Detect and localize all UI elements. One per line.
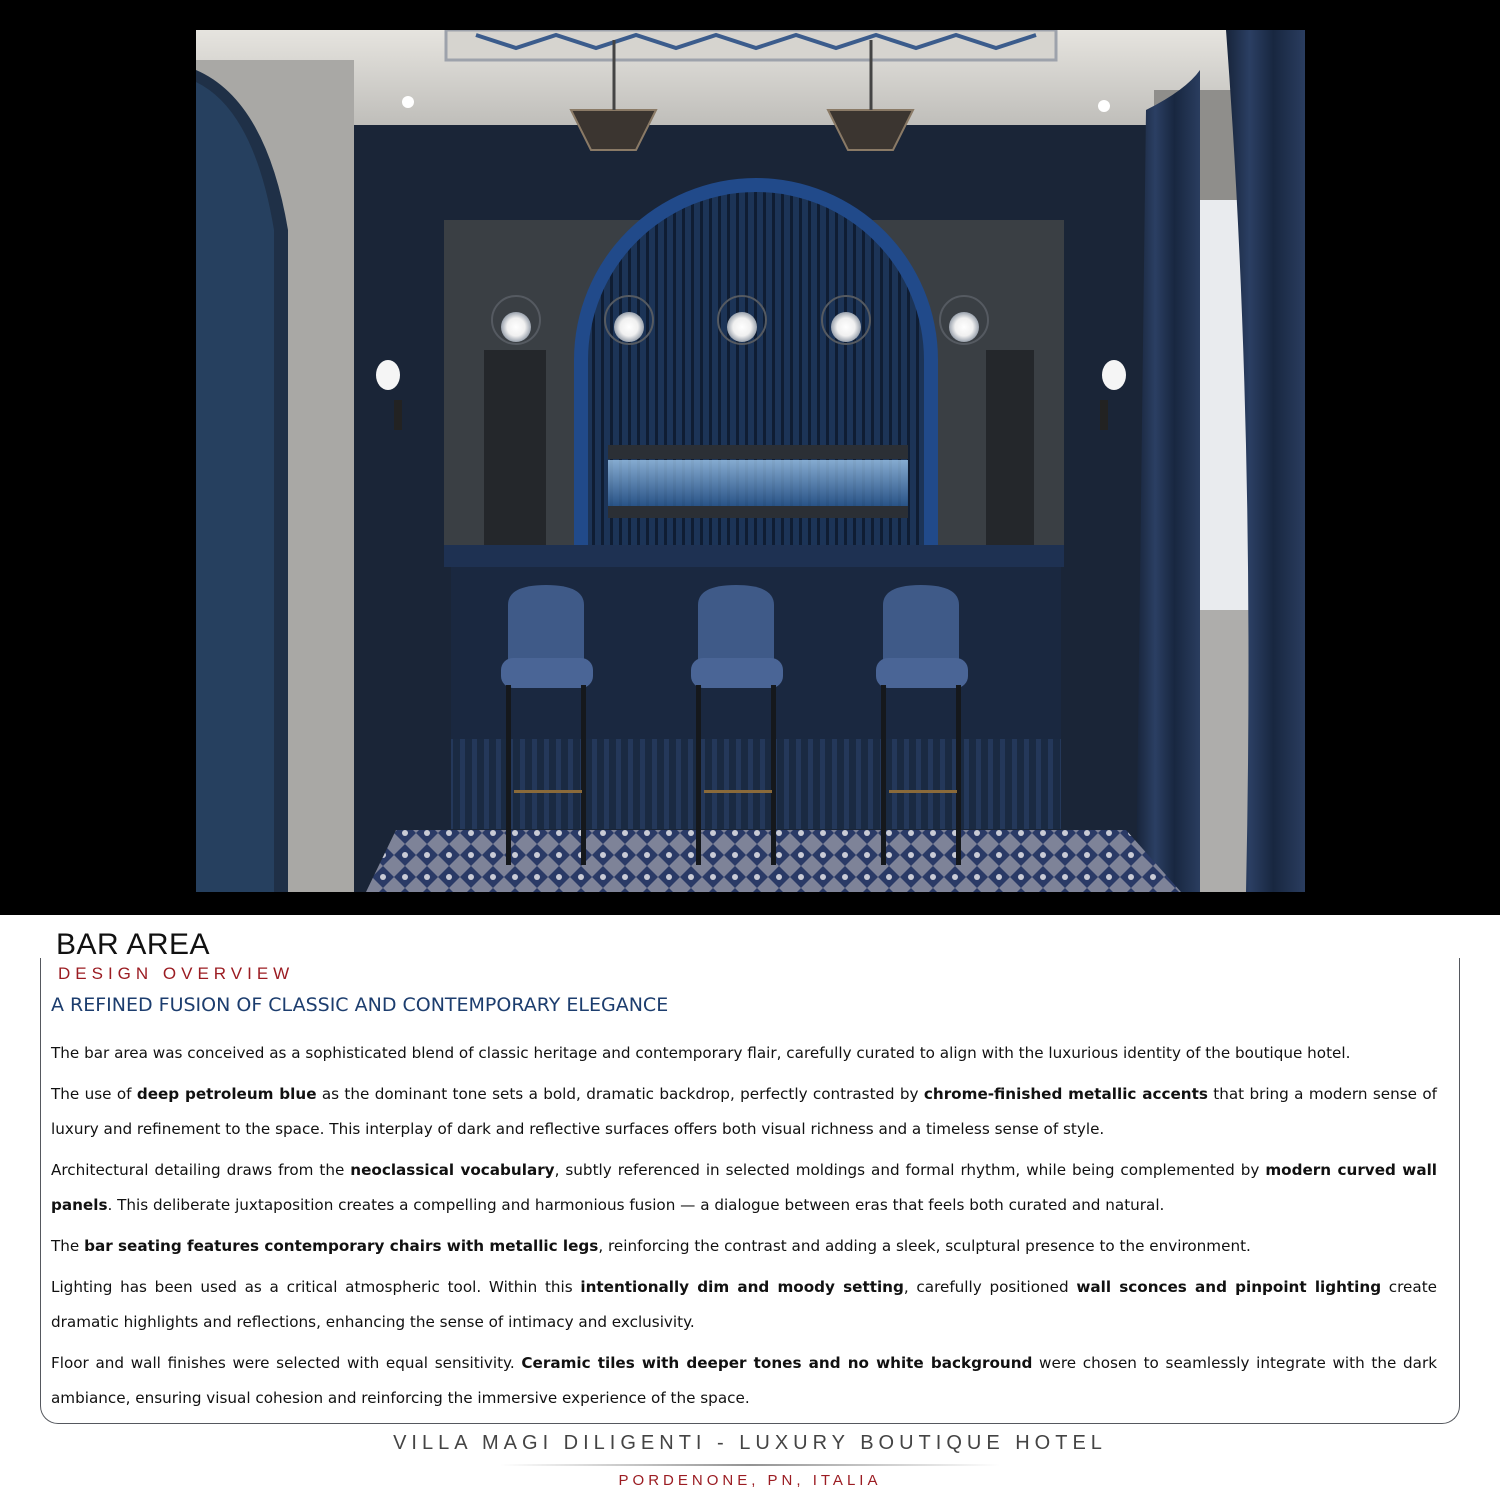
footer-location: PORDENONE, PN, ITALIA <box>618 1472 882 1489</box>
paragraph-1 <box>51 1036 1437 1071</box>
emphasis-text: intentionally dim and moody setting <box>580 1278 904 1296</box>
section-headline: A REFINED FUSION OF CLASSIC AND CONTEMPORARY ELEGANCE <box>51 994 669 1016</box>
emphasis-text: neoclassical vocabulary <box>350 1161 555 1179</box>
emphasis-text: chrome-finished metallic accents <box>923 1085 1208 1103</box>
body-text: Lighting has been used as a critical atmospheric tool. Within this <box>51 1278 581 1296</box>
emphasis-text: Ceramic tiles with deeper tones and no white background <box>521 1354 1033 1372</box>
overview-body <box>51 1036 1437 1422</box>
paragraph-5 <box>51 1270 1437 1340</box>
body-text: The bar area was conceived as a sophisticated blend of classic heritage and contemporary flair, carefully curated to align with the luxurious identity of the boutique hotel. <box>51 1044 1351 1062</box>
section-title: BAR AREA <box>56 928 211 961</box>
body-text: create dramatic highlights and reflections, enhancing the sense of intimacy and exclusivity. <box>51 1278 1437 1331</box>
paragraph-3 <box>51 1153 1437 1223</box>
footer-divider <box>500 1464 1000 1466</box>
section-subtitle: DESIGN OVERVIEW <box>58 964 295 983</box>
body-text: were chosen to seamlessly integrate with the dark ambiance, ensuring visual cohesion and reinforcing the immersive experience of the space. <box>51 1354 1437 1407</box>
body-text: The use of <box>51 1085 137 1103</box>
body-text: Architectural detailing draws from the <box>51 1161 351 1179</box>
paragraph-4 <box>51 1229 1437 1264</box>
body-text: , carefully positioned <box>903 1278 1077 1296</box>
body-text: , reinforcing the contrast and adding a sleek, sculptural presence to the environment. <box>598 1237 1251 1255</box>
body-text: The <box>51 1237 85 1255</box>
footer-hotel-name: VILLA MAGI DILIGENTI - LUXURY BOUTIQUE HOTEL <box>393 1432 1107 1454</box>
body-text: Floor and wall finishes were selected with equal sensitivity. <box>51 1354 522 1372</box>
paragraph-6 <box>51 1346 1437 1416</box>
bar-render-image <box>196 30 1305 892</box>
emphasis-text: wall sconces and pinpoint lighting <box>1076 1278 1382 1296</box>
emphasis-text: deep petroleum blue <box>136 1085 317 1103</box>
body-text: that bring a modern sense of luxury and refinement to the space. This interplay of dark and reflective surfaces offers both visual richness and a timeless sense of style. <box>51 1085 1437 1138</box>
body-text: . This deliberate juxtaposition creates a compelling and harmonious fusion — a dialogue between eras that feels both curated and natural. <box>107 1196 1165 1214</box>
body-text: as the dominant tone sets a bold, dramatic backdrop, perfectly contrasted by <box>316 1085 924 1103</box>
paragraph-2 <box>51 1077 1437 1147</box>
body-text: , subtly referenced in selected moldings and formal rhythm, while being complemented by <box>554 1161 1266 1179</box>
emphasis-text: modern curved wall panels <box>51 1161 1437 1214</box>
emphasis-text: bar seating features contemporary chairs with metallic legs <box>84 1237 599 1255</box>
